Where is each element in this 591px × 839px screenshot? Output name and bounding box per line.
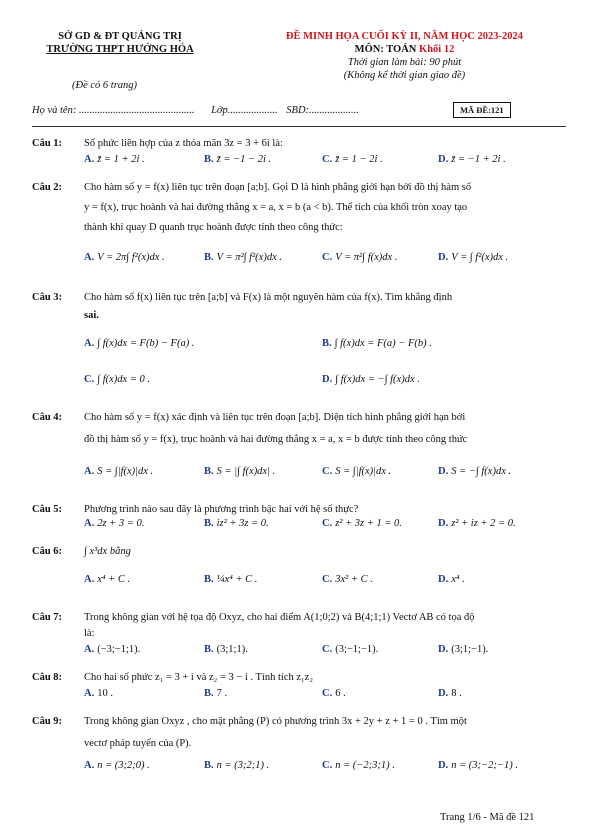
option-b[interactable] (204, 252, 282, 263)
option-d[interactable] (438, 574, 465, 585)
option-b[interactable] (204, 518, 269, 529)
question-number: Câu 4: (32, 412, 63, 423)
option-text: V = π²∫ f²(x)dx . (216, 252, 282, 263)
option-key: D. (438, 644, 449, 655)
question-1-options (84, 154, 564, 170)
question-9 (32, 714, 568, 752)
question-text-line-2: là: (84, 628, 95, 639)
question-text: Số phức liên hợp của z thỏa mãn 3z = 3 + 6i là: (84, 138, 283, 149)
option-key: B. (204, 518, 214, 529)
option-text: z̄ = −1 − 2i . (216, 154, 272, 165)
option-key: C. (322, 644, 333, 655)
sbd-label: SBD: (286, 105, 310, 116)
option-key: C. (322, 574, 333, 585)
option-a[interactable] (84, 154, 145, 165)
option-text: S = ∫|f(x)|dx . (97, 466, 154, 477)
option-c[interactable] (322, 574, 373, 585)
option-b[interactable] (204, 760, 269, 771)
option-key: D. (438, 760, 449, 771)
exam-code-box: MÃ ĐỀ:121 (453, 102, 511, 118)
option-key: A. (84, 518, 95, 529)
department: SỞ GD & ĐT QUẢNG TRỊ (58, 31, 182, 42)
option-b[interactable] (204, 644, 248, 655)
question-number: Câu 2: (32, 182, 63, 193)
option-text: 8 . (451, 688, 462, 699)
question-8 (32, 670, 568, 686)
option-key: B. (204, 760, 214, 771)
option-text: V = 2π∫ f²(x)dx . (97, 252, 165, 263)
class-field[interactable]: ................... (227, 105, 278, 116)
option-a[interactable] (84, 688, 113, 699)
option-text: ∫ f(x)dx = −∫ f(x)dx . (335, 374, 420, 385)
option-text: 7 . (216, 688, 228, 699)
question-text: Cho hàm số y = f(x) liên tục trên đoạn [a;b]. Gọi D là hình phẳng giới hạn bởi đồ thị hàm số (84, 182, 472, 193)
option-b[interactable] (204, 688, 227, 699)
option-d[interactable] (438, 760, 518, 771)
option-text: z̄ = −1 + 2i . (451, 154, 506, 165)
question-number: Câu 8: (32, 672, 63, 683)
page-footer: Trang 1/6 - Mã đề 121 (440, 812, 535, 823)
name-field[interactable]: ............................................ (78, 105, 195, 116)
option-key: B. (204, 574, 214, 585)
question-2-options (84, 252, 564, 268)
option-key: C. (322, 518, 333, 529)
option-text: (3;1;−1). (451, 644, 489, 655)
question-7 (32, 610, 568, 642)
option-text: (−3;−1;1). (97, 644, 141, 655)
option-key: D. (438, 466, 449, 477)
question-text: Cho hàm số y = f(x) xác định và liên tục trên đoạn [a;b]. Diện tích hình phẳng giới hạn bởi (84, 412, 466, 423)
option-key: A. (84, 154, 95, 165)
option-text: 3x² + C . (335, 574, 373, 585)
candidate-info-row (32, 105, 359, 116)
option-d[interactable] (438, 688, 462, 699)
option-key: A. (84, 338, 95, 349)
option-text: ¼x⁴ + C . (216, 574, 258, 585)
option-a[interactable] (84, 466, 153, 477)
question-text-line-2: vectơ pháp tuyến của (P). (84, 738, 192, 749)
question-2 (32, 180, 568, 236)
option-key: C. (322, 252, 333, 263)
option-key: B. (204, 154, 214, 165)
question-number: Câu 6: (32, 546, 63, 557)
option-text: iz² + 3z = 0. (216, 518, 269, 529)
option-a[interactable] (84, 338, 194, 349)
option-text: S = −∫ f(x)dx . (451, 466, 512, 477)
option-d[interactable] (438, 252, 508, 263)
option-b[interactable] (204, 466, 275, 477)
option-text: z̄ = 1 + 2i . (97, 154, 145, 165)
option-key: C. (322, 466, 333, 477)
exam-subject (232, 43, 577, 56)
page-count-note: (Đề có 6 trang) (72, 80, 138, 91)
question-text-line-2: đồ thị hàm số y = f(x), trục hoành và hai đường thẳng x = a, x = b được tính theo công thức (84, 434, 468, 445)
option-key: D. (438, 688, 449, 699)
question-text-line-3: thành khi quay D quanh trục hoành được tính theo công thức: (84, 222, 343, 233)
option-text: ∫ f(x)dx = 0 . (97, 374, 151, 385)
option-key: C. (322, 154, 333, 165)
question-text: Cho hàm số f(x) liên tục trên [a;b] và F(x) là một nguyên hàm của f(x). Tìm khẳng định (84, 292, 453, 303)
option-key: A. (84, 466, 95, 477)
header-right (232, 30, 577, 82)
option-key: A. (84, 688, 95, 699)
option-a[interactable] (84, 574, 130, 585)
question-text: Cho hai số phức z₁ = 3 + i và z₂ = 3 − i . Tính tích z₁z₂ (84, 672, 313, 683)
question-text-line-2: y = f(x), trục hoành và hai đường thẳng x = a, x = b (a < b). Thể tích của khối tròn xoay tạo (84, 202, 468, 213)
sbd-field[interactable]: ................... (309, 105, 359, 116)
option-key: A. (84, 252, 95, 263)
question-number: Câu 1: (32, 138, 63, 149)
option-c[interactable] (322, 518, 402, 529)
option-key: B. (204, 644, 214, 655)
option-d[interactable] (438, 154, 506, 165)
option-text: ∫ f(x)dx = F(a) − F(b) . (334, 338, 432, 349)
option-text: n = (−2;3;1) . (335, 760, 395, 771)
question-6 (32, 544, 568, 560)
option-text: x⁴ + C . (97, 574, 131, 585)
option-text: (3;−1;−1). (335, 644, 379, 655)
option-key: A. (84, 760, 95, 771)
option-key: B. (204, 466, 214, 477)
class-label: Lớp (211, 105, 228, 116)
option-key: D. (438, 252, 449, 263)
option-c[interactable] (322, 466, 391, 477)
question-text: ∫ x³dx bằng (84, 546, 131, 557)
school-name: TRƯỜNG THPT HƯỚNG HÓA (46, 44, 194, 55)
option-c[interactable] (322, 644, 378, 655)
exam-time: Thời gian làm bài: 90 phút (347, 57, 462, 68)
subject-label: MÔN: TOÁN (354, 44, 420, 55)
question-number: Câu 3: (32, 292, 63, 303)
option-c[interactable] (84, 374, 150, 385)
option-d[interactable] (438, 518, 516, 529)
option-a[interactable] (84, 760, 150, 771)
option-key: C. (84, 374, 95, 385)
question-3-options-row-2 (84, 374, 564, 390)
question-5 (32, 502, 568, 518)
header-left (20, 30, 220, 56)
option-c[interactable] (322, 252, 397, 263)
divider (32, 126, 566, 127)
option-text: z² + iz + 2 = 0. (451, 518, 516, 529)
option-b[interactable] (322, 338, 432, 349)
option-key: C. (322, 688, 333, 699)
question-4-options (84, 466, 564, 482)
option-a[interactable] (84, 252, 165, 263)
option-text: S = ∫|f(x)|dx . (335, 466, 392, 477)
option-key: B. (204, 252, 214, 263)
option-c[interactable] (322, 688, 346, 699)
name-label: Họ và tên: (32, 105, 77, 116)
option-key: B. (204, 688, 214, 699)
question-text: Trong không gian với hệ tọa độ Oxyz, cho hai điểm A(1;0;2) và B(4;1;1) Vectơ AB có tọa độ (84, 612, 475, 623)
option-a[interactable] (84, 644, 140, 655)
option-text: x⁴ . (451, 574, 465, 585)
option-c[interactable] (322, 154, 383, 165)
option-key: A. (84, 574, 95, 585)
subject-grade: Khối 12 (419, 44, 455, 55)
option-text: V = π²∫ f(x)dx . (335, 252, 398, 263)
option-c[interactable] (322, 760, 395, 771)
question-4 (32, 410, 568, 448)
question-text: Phương trình nào sau đây là phương trình bậc hai với hệ số thực? (84, 504, 359, 515)
option-key: C. (322, 760, 333, 771)
question-text: Trong không gian Oxyz , cho mặt phẳng (P) có phương trình 3x + 2y + z + 1 = 0 . Tìm một (84, 716, 467, 727)
question-number: Câu 5: (32, 504, 63, 515)
option-text: n = (3;2;1) . (216, 760, 270, 771)
option-b[interactable] (204, 154, 271, 165)
question-5-options (84, 518, 564, 534)
question-number: Câu 9: (32, 716, 63, 727)
question-number: Câu 7: (32, 612, 63, 623)
option-key: D. (438, 154, 449, 165)
option-key: A. (84, 644, 95, 655)
option-key: B. (322, 338, 332, 349)
question-7-options (84, 644, 564, 660)
option-key: D. (322, 374, 333, 385)
option-text: 10 . (97, 688, 113, 699)
option-text: S = |∫ f(x)dx| . (216, 466, 276, 477)
option-text: n = (3;−2;−1) . (451, 760, 518, 771)
question-9-options (84, 760, 564, 776)
question-text-line-2: sai. (84, 310, 99, 321)
option-text: z² + 3z + 1 = 0. (335, 518, 402, 529)
option-key: D. (438, 518, 449, 529)
option-text: ∫ f(x)dx = F(b) − F(a) . (97, 338, 195, 349)
option-a[interactable] (84, 518, 144, 529)
question-3 (32, 290, 568, 324)
option-key: D. (438, 574, 449, 585)
question-3-options-row-1 (84, 338, 564, 354)
option-b[interactable] (204, 574, 257, 585)
option-text: 6 . (335, 688, 346, 699)
question-6-options (84, 574, 564, 590)
option-text: z̄ = 1 − 2i . (335, 154, 383, 165)
option-d[interactable] (438, 466, 511, 477)
option-d[interactable] (438, 644, 488, 655)
question-1 (32, 136, 568, 152)
exam-title: ĐỀ MINH HỌA CUỐI KỲ II, NĂM HỌC 2023-2024 (285, 31, 524, 42)
exam-time-note: (Không kể thời gian giao đề) (343, 70, 466, 81)
option-text: 2z + 3 = 0. (97, 518, 145, 529)
option-text: V = ∫ f²(x)dx . (451, 252, 509, 263)
option-text: (3;1;1). (216, 644, 248, 655)
question-8-options (84, 688, 564, 704)
option-d[interactable] (322, 374, 420, 385)
option-text: n = (3;2;0) . (97, 760, 150, 771)
